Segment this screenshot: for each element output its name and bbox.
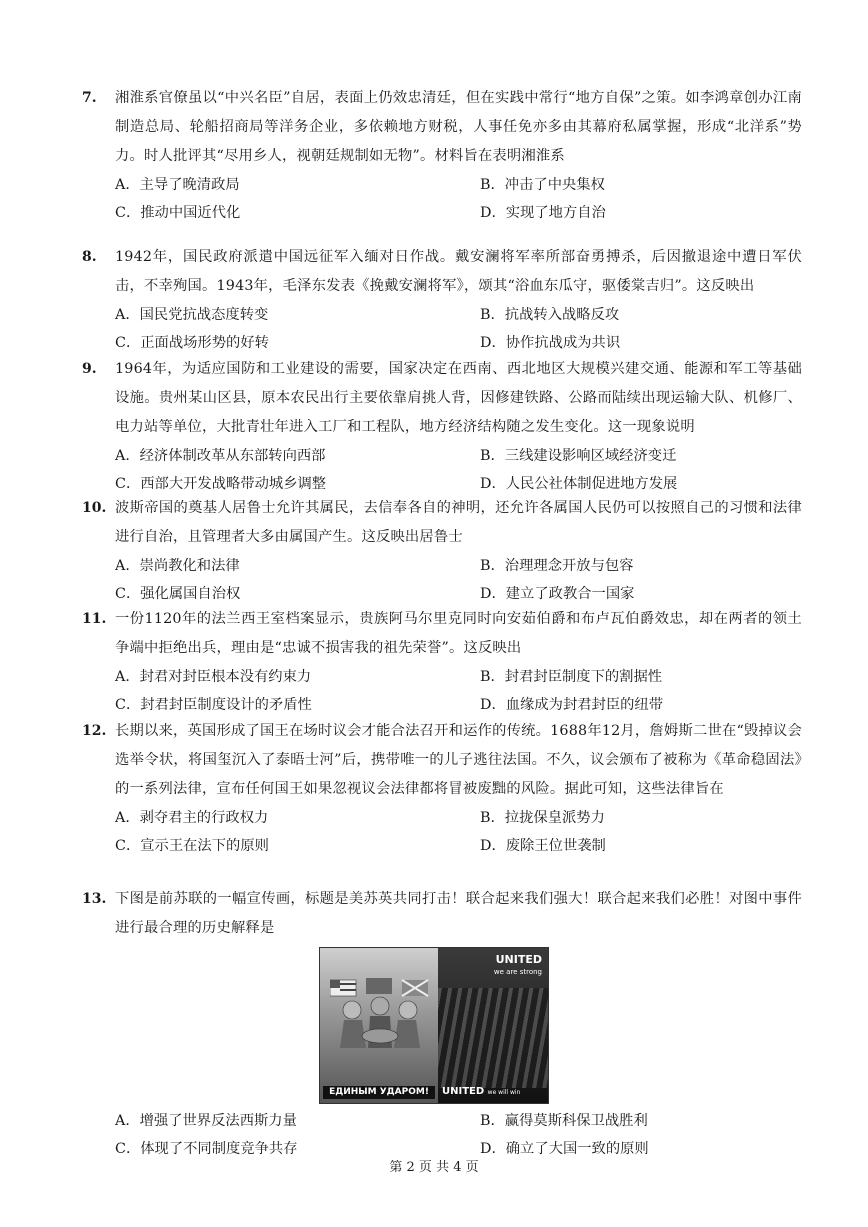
question-number: 11. xyxy=(82,611,107,627)
poster-right-bottom: UNITED we will win xyxy=(442,1086,521,1097)
option-d[interactable]: D．协作抗战成为共识 xyxy=(480,335,621,351)
options xyxy=(115,1107,802,1163)
option-d[interactable]: D．建立了政教合一国家 xyxy=(480,586,635,602)
searchlight-rays xyxy=(438,988,548,1088)
poster-right-title: UNITED we are strong xyxy=(493,953,542,976)
page-footer: 第 2 页 共 4 页 xyxy=(389,1160,479,1175)
option-a[interactable]: A．经济体制改革从东部转向西部 xyxy=(115,448,326,464)
options xyxy=(115,552,802,608)
option-c[interactable]: C．封君封臣制度设计的矛盾性 xyxy=(115,697,312,713)
option-d[interactable]: D．血缘成为封君封臣的纽带 xyxy=(480,697,664,713)
question-number: 8. xyxy=(82,249,97,265)
question-text: 1964年，为适应国防和工业建设的需要，国家决定在西南、西北地区大规模兴建交通、能源和军工等基础设施。贵州某山区县，原本农民出行主要依靠肩挑人背，因修建铁路、公路而陆续出现运输大队、机修厂、电力站等单位，大批青壮年进入工厂和工程队，地方经济结构随之发生变化。这一现象说明 xyxy=(115,361,802,435)
question-text: 下图是前苏联的一幅宣传画，标题是美苏英共同打击！联合起来我们强大！联合起来我们必胜！对图中事件进行最合理的历史解释是 xyxy=(115,891,802,936)
question-text: 湘淮系官僚虽以“中兴名臣”自居，表面上仍效忠清廷，但在实践中常行“地方自保”之策。如李鸿章创办江南制造总局、轮船招商局等洋务企业，多依赖地方财税，人事任免亦多由其幕府私属掌握，形成“北洋系”势力。时人批评其“尽用乡人，视朝廷规制如无物”。材料旨在表明湘淮系 xyxy=(115,90,802,164)
question-13 xyxy=(82,885,802,1163)
question-12 xyxy=(82,717,802,860)
options xyxy=(115,301,802,357)
option-c[interactable]: C．正面战场形势的好转 xyxy=(115,335,269,351)
option-c[interactable]: C．推动中国近代化 xyxy=(115,205,241,221)
propaganda-poster-image xyxy=(319,947,549,1104)
question-10 xyxy=(82,494,802,608)
question-text: 1942年，国民政府派遣中国远征军入缅对日作战。戴安澜将军率所部奋勇搏杀，后因撤退途中遭日军伏击，不幸殉国。1943年，毛泽东发表《挽戴安澜将军》，颂其“浴血东瓜守，驱倭棠吉归”。这反映出 xyxy=(115,249,802,294)
option-d[interactable]: D．确立了大国一致的原则 xyxy=(480,1141,649,1157)
option-d[interactable]: D．人民公社体制促进地方发展 xyxy=(480,476,678,492)
option-c[interactable]: C．宣示王在法下的原则 xyxy=(115,838,269,854)
poster-right-subtitle: we are strong xyxy=(493,968,542,976)
poster-right-bottom-small: we will win xyxy=(487,1089,521,1096)
poster-left-caption: ЕДИНЫМ УДАРОМ! xyxy=(323,1086,435,1099)
options xyxy=(115,171,802,227)
option-b[interactable]: B．治理理念开放与包容 xyxy=(480,558,634,574)
options xyxy=(115,442,802,498)
question-number: 7. xyxy=(82,90,97,106)
option-a[interactable]: A．国民党抗战态度转变 xyxy=(115,307,269,323)
question-9 xyxy=(82,355,802,498)
allied-soldiers-illustration xyxy=(330,978,430,1048)
question-number: 13. xyxy=(82,891,107,907)
question-11 xyxy=(82,605,802,719)
option-a[interactable]: A．封君对封臣根本没有约束力 xyxy=(115,669,312,685)
question-7 xyxy=(82,84,802,227)
option-b[interactable]: B．拉拢保皇派势力 xyxy=(480,810,605,826)
option-d[interactable]: D．实现了地方自治 xyxy=(480,205,606,221)
option-d[interactable]: D．废除王位世袭制 xyxy=(480,838,606,854)
question-text: 波斯帝国的奠基人居鲁士允许其属民，去信奉各自的神明，还允许各属国人民仍可以按照自己的习惯和法律进行自治，且管理者大多由属国产生。这反映出居鲁士 xyxy=(115,500,802,545)
option-b[interactable]: B．封君封臣制度下的割据性 xyxy=(480,669,663,685)
option-c[interactable]: C．强化属国自治权 xyxy=(115,586,241,602)
option-a[interactable]: A．崇尚教化和法律 xyxy=(115,558,240,574)
question-text: 一份1120年的法兰西王室档案显示，贵族阿马尔里克同时向安茹伯爵和布卢瓦伯爵效忠，却在两者的领土争端中拒绝出兵，理由是“忠诚不损害我的祖先荣誉”。这反映出 xyxy=(115,611,802,656)
option-a[interactable]: A．剥夺君主的行政权力 xyxy=(115,810,269,826)
option-b[interactable]: B．抗战转入战略反攻 xyxy=(480,307,620,323)
option-a[interactable]: A．增强了世界反法西斯力量 xyxy=(115,1113,297,1129)
option-b[interactable]: B．三线建设影响区域经济变迁 xyxy=(480,448,677,464)
option-c[interactable]: C．体现了不同制度竞争共存 xyxy=(115,1141,298,1157)
option-c[interactable]: C．西部大开发战略带动城乡调整 xyxy=(115,476,327,492)
question-8 xyxy=(82,243,802,357)
option-b[interactable]: B．冲击了中央集权 xyxy=(480,177,605,193)
poster-right-panel xyxy=(438,948,548,1103)
question-number: 9. xyxy=(82,361,97,377)
poster-left-panel xyxy=(320,948,438,1103)
option-a[interactable]: A．主导了晚清政局 xyxy=(115,177,240,193)
option-b[interactable]: B．赢得莫斯科保卫战胜利 xyxy=(480,1113,648,1129)
options xyxy=(115,663,802,719)
question-text: 长期以来，英国形成了国王在场时议会才能合法召开和运作的传统。1688年12月，詹姆斯二世在“毁掉议会选举令状，将国玺沉入了泰晤士河”后，携带唯一的儿子逃往法国。不久，议会颁布了被称为《革命稳固法》的一系列法律，宣布任何国王如果忽视议会法律都将冒被废黜的风险。据此可知，这些法律旨在 xyxy=(115,723,802,797)
question-number: 10. xyxy=(82,500,107,516)
options xyxy=(115,804,802,860)
question-number: 12. xyxy=(82,723,107,739)
